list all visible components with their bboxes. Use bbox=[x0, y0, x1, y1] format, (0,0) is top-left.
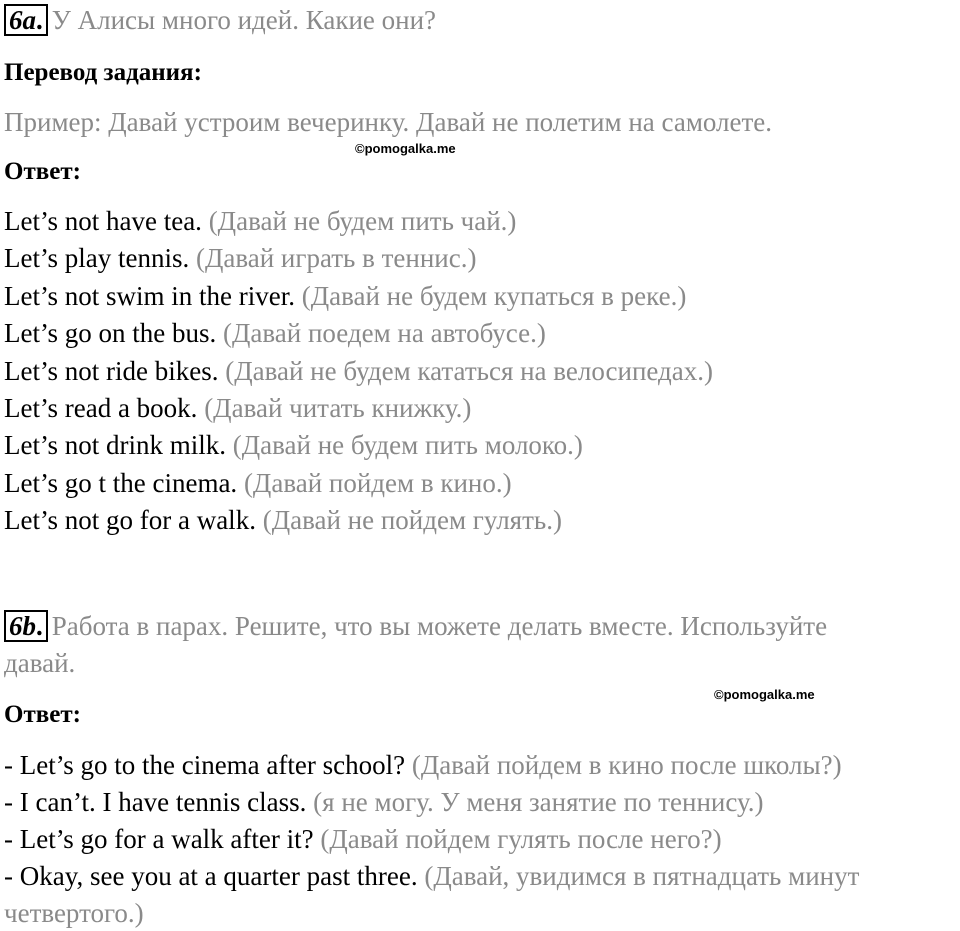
english-sentence: Let’s not swim in the river. bbox=[4, 280, 295, 311]
dialogue-continuation: четвертого.) bbox=[4, 898, 144, 928]
russian-translation: (Давай не будем купаться в реке.) bbox=[301, 280, 687, 311]
english-sentence: Let’s not ride bikes. bbox=[4, 355, 219, 386]
exercise-number-badge bbox=[4, 610, 48, 642]
exercise-number-dot: . bbox=[36, 5, 43, 35]
answer-line bbox=[4, 205, 516, 237]
exercise-6b-header bbox=[4, 610, 827, 642]
english-sentence: Let’s play tennis. bbox=[4, 243, 190, 274]
exercise-number: 6b bbox=[9, 611, 36, 641]
russian-translation: (Давай пойдем в кино.) bbox=[243, 467, 512, 498]
english-sentence: - Let’s go to the cinema after school? bbox=[4, 750, 406, 780]
english-sentence: - I can’t. I have tennis class. bbox=[4, 787, 307, 817]
exercise-number-badge bbox=[4, 4, 48, 36]
russian-translation: (я не могу. У меня занятие по теннису.) bbox=[313, 787, 764, 817]
answer-heading: Ответ: bbox=[4, 701, 81, 728]
dialogue-line bbox=[4, 823, 722, 855]
exercise-instruction: Работа в парах. Решите, что вы можете делать вместе. Используйте bbox=[51, 611, 828, 641]
exercise-instruction: У Алисы много идей. Какие они? bbox=[51, 5, 437, 35]
exercise-number: 6a bbox=[9, 5, 36, 35]
watermark: ©pomogalka.me bbox=[355, 141, 456, 156]
dialogue-line bbox=[4, 786, 764, 818]
answer-line bbox=[4, 280, 686, 312]
russian-translation: (Давай читать книжку.) bbox=[204, 393, 472, 423]
russian-translation: (Давай не пойдем гулять.) bbox=[262, 505, 562, 536]
exercise-6a-header bbox=[4, 4, 436, 36]
translation-text: Пример: Давай устроим вечеринку. Давай не полетим на самолете. bbox=[4, 107, 773, 137]
answer-line bbox=[4, 355, 713, 387]
answer-line bbox=[4, 467, 512, 499]
english-sentence: Let’s read a book. bbox=[4, 393, 198, 423]
russian-translation: (Давай пойдем гулять после него?) bbox=[320, 824, 722, 854]
russian-translation: (Давай, увидимся в пятнадцать минут bbox=[424, 861, 860, 891]
russian-translation: (Давай играть в теннис.) bbox=[195, 243, 477, 274]
english-sentence: Let’s go t the cinema. bbox=[4, 467, 238, 498]
english-sentence: Let’s not go for a walk. bbox=[4, 505, 256, 536]
russian-translation: (Давай поедем на автобусе.) bbox=[222, 318, 546, 349]
answer-line bbox=[4, 504, 562, 536]
exercise-number-dot: . bbox=[36, 611, 43, 641]
translation-heading: Перевод задания: bbox=[4, 59, 202, 86]
russian-translation: (Давай не будем пить молоко.) bbox=[232, 430, 583, 461]
answer-line bbox=[4, 392, 471, 424]
exercise-instruction-continuation: давай. bbox=[4, 648, 76, 678]
english-sentence: - Okay, see you at a quarter past three. bbox=[4, 861, 418, 891]
answer-line bbox=[4, 429, 583, 461]
watermark: ©pomogalka.me bbox=[714, 687, 815, 702]
answer-line bbox=[4, 242, 476, 274]
answer-line bbox=[4, 317, 546, 349]
english-sentence: - Let’s go for a walk after it? bbox=[4, 824, 314, 854]
english-sentence: Let’s not have tea. bbox=[4, 206, 202, 236]
russian-translation: (Давай не будем пить чай.) bbox=[208, 206, 517, 236]
dialogue-line bbox=[4, 749, 842, 781]
dialogue-line bbox=[4, 860, 859, 892]
english-sentence: Let’s go on the bus. bbox=[4, 318, 217, 349]
english-sentence: Let’s not drink milk. bbox=[4, 430, 226, 461]
answer-heading: Ответ: bbox=[4, 158, 81, 185]
russian-translation: (Давай не будем кататься на велосипедах.) bbox=[225, 355, 713, 386]
russian-translation: (Давай пойдем в кино после школы?) bbox=[411, 750, 842, 780]
